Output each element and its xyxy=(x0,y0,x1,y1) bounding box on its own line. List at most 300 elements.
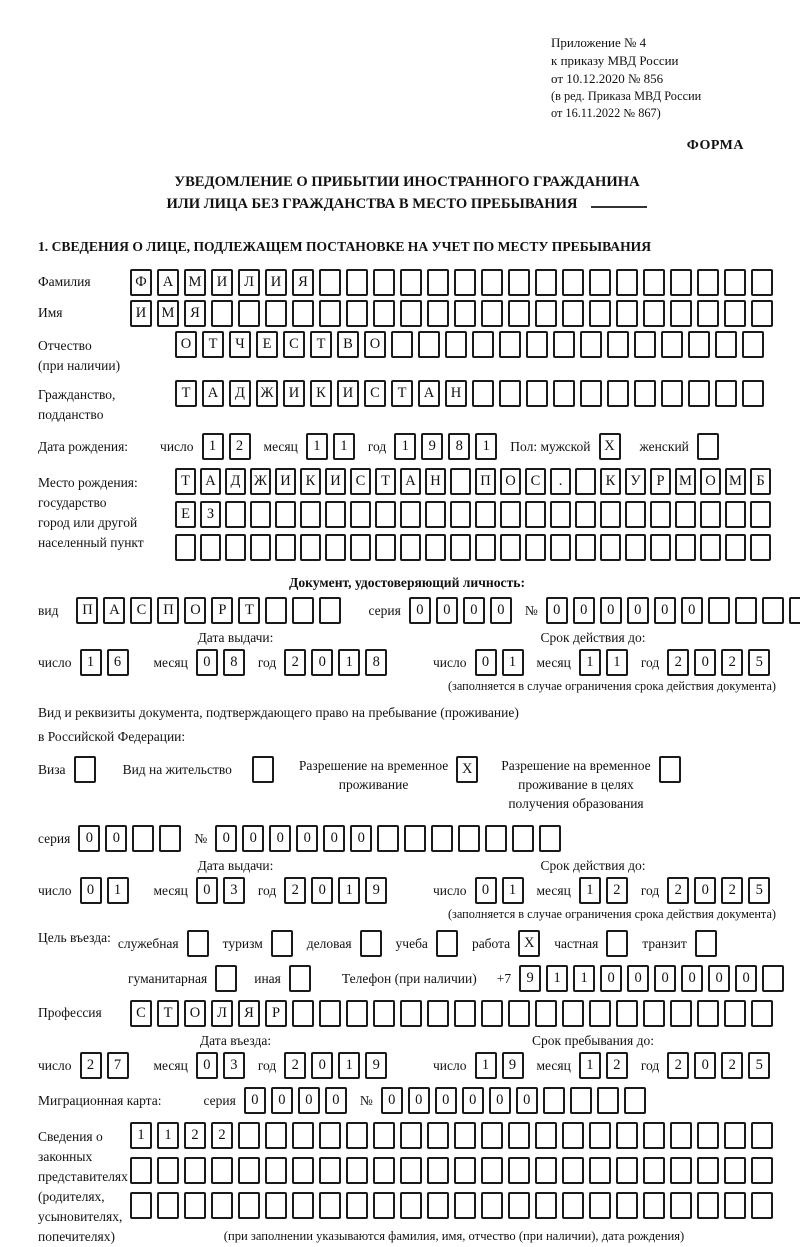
char-cell[interactable]: Т xyxy=(202,331,224,358)
temp-residence-checkbox[interactable] xyxy=(456,756,483,783)
char-cell[interactable]: 0 xyxy=(409,597,431,624)
char-cell[interactable] xyxy=(589,1000,611,1027)
char-cell[interactable]: Р xyxy=(211,597,233,624)
char-cell[interactable]: Л xyxy=(211,1000,233,1027)
char-cell[interactable]: X xyxy=(456,756,478,783)
char-cell[interactable] xyxy=(535,1122,557,1149)
char-cell[interactable]: 2 xyxy=(606,1052,628,1079)
char-cell[interactable] xyxy=(624,1087,646,1114)
char-cell[interactable] xyxy=(508,1157,530,1184)
char-cell[interactable] xyxy=(481,269,503,296)
char-cell[interactable] xyxy=(607,380,629,407)
char-cell[interactable] xyxy=(751,1157,773,1184)
char-cell[interactable] xyxy=(688,380,710,407)
char-cell[interactable]: 1 xyxy=(338,649,360,676)
char-cell[interactable] xyxy=(670,269,692,296)
char-cell[interactable] xyxy=(724,300,746,327)
char-cell[interactable] xyxy=(373,269,395,296)
char-cell[interactable] xyxy=(508,300,530,327)
char-cell[interactable]: 0 xyxy=(463,597,485,624)
char-cell[interactable] xyxy=(319,1000,341,1027)
char-cell[interactable]: Т xyxy=(391,380,413,407)
char-cell[interactable]: X xyxy=(518,930,540,957)
char-cell[interactable]: З xyxy=(200,501,221,528)
char-cell[interactable]: 0 xyxy=(600,965,622,992)
char-cell[interactable] xyxy=(697,433,719,460)
visa-checkbox[interactable] xyxy=(74,756,101,783)
char-cell[interactable]: И xyxy=(130,300,152,327)
char-cell[interactable] xyxy=(562,1000,584,1027)
char-cell[interactable] xyxy=(445,331,467,358)
char-cell[interactable]: К xyxy=(310,380,332,407)
char-cell[interactable]: 0 xyxy=(546,597,568,624)
char-cell[interactable] xyxy=(325,534,346,561)
char-cell[interactable] xyxy=(643,300,665,327)
char-cell[interactable]: Р xyxy=(265,1000,287,1027)
purpose-humanitarian-checkbox[interactable] xyxy=(215,965,242,992)
purpose-transit-checkbox[interactable] xyxy=(695,930,722,957)
char-cell[interactable]: 0 xyxy=(311,649,333,676)
char-cell[interactable] xyxy=(265,1157,287,1184)
char-cell[interactable]: 1 xyxy=(130,1122,152,1149)
char-cell[interactable]: А xyxy=(202,380,224,407)
char-cell[interactable]: А xyxy=(400,468,421,495)
char-cell[interactable] xyxy=(643,1192,665,1219)
char-cell[interactable] xyxy=(265,1122,287,1149)
char-cell[interactable] xyxy=(400,1122,422,1149)
purpose-study-checkbox[interactable] xyxy=(436,930,463,957)
char-cell[interactable] xyxy=(454,1000,476,1027)
char-cell[interactable]: 0 xyxy=(323,825,345,852)
char-cell[interactable] xyxy=(589,269,611,296)
char-cell[interactable]: Е xyxy=(175,501,196,528)
char-cell[interactable] xyxy=(225,534,246,561)
char-cell[interactable] xyxy=(553,380,575,407)
char-cell[interactable] xyxy=(735,597,757,624)
char-cell[interactable] xyxy=(600,534,621,561)
char-cell[interactable] xyxy=(742,380,764,407)
char-cell[interactable]: X xyxy=(599,433,621,460)
char-cell[interactable] xyxy=(789,597,800,624)
char-cell[interactable]: 0 xyxy=(269,825,291,852)
char-cell[interactable]: 0 xyxy=(600,597,622,624)
char-cell[interactable]: 0 xyxy=(311,877,333,904)
char-cell[interactable]: 0 xyxy=(196,1052,218,1079)
char-cell[interactable] xyxy=(562,1157,584,1184)
char-cell[interactable]: 1 xyxy=(546,965,568,992)
char-cell[interactable] xyxy=(697,1000,719,1027)
char-cell[interactable] xyxy=(625,534,646,561)
char-cell[interactable]: 9 xyxy=(365,1052,387,1079)
char-cell[interactable]: П xyxy=(157,597,179,624)
char-cell[interactable] xyxy=(550,501,571,528)
char-cell[interactable] xyxy=(708,597,730,624)
char-cell[interactable] xyxy=(373,300,395,327)
char-cell[interactable] xyxy=(543,1087,565,1114)
char-cell[interactable] xyxy=(670,1192,692,1219)
char-cell[interactable] xyxy=(373,1000,395,1027)
char-cell[interactable] xyxy=(292,300,314,327)
char-cell[interactable] xyxy=(634,331,656,358)
char-cell[interactable]: 7 xyxy=(107,1052,129,1079)
char-cell[interactable]: П xyxy=(475,468,496,495)
char-cell[interactable]: 0 xyxy=(242,825,264,852)
char-cell[interactable] xyxy=(535,1000,557,1027)
char-cell[interactable] xyxy=(499,380,521,407)
char-cell[interactable] xyxy=(300,534,321,561)
char-cell[interactable]: Я xyxy=(184,300,206,327)
char-cell[interactable] xyxy=(535,1192,557,1219)
char-cell[interactable]: 0 xyxy=(271,1087,293,1114)
char-cell[interactable]: 1 xyxy=(80,649,102,676)
char-cell[interactable] xyxy=(319,1157,341,1184)
char-cell[interactable]: 0 xyxy=(435,1087,457,1114)
char-cell[interactable] xyxy=(450,468,471,495)
char-cell[interactable] xyxy=(346,300,368,327)
char-cell[interactable]: 2 xyxy=(667,1052,689,1079)
char-cell[interactable]: 1 xyxy=(579,877,601,904)
char-cell[interactable] xyxy=(485,825,507,852)
char-cell[interactable]: 1 xyxy=(606,649,628,676)
char-cell[interactable]: 2 xyxy=(284,877,306,904)
char-cell[interactable] xyxy=(724,1157,746,1184)
char-cell[interactable]: 2 xyxy=(667,877,689,904)
char-cell[interactable] xyxy=(589,1122,611,1149)
char-cell[interactable] xyxy=(589,1192,611,1219)
char-cell[interactable] xyxy=(661,331,683,358)
char-cell[interactable] xyxy=(725,534,746,561)
char-cell[interactable]: Л xyxy=(238,269,260,296)
char-cell[interactable] xyxy=(724,1000,746,1027)
char-cell[interactable]: 0 xyxy=(408,1087,430,1114)
char-cell[interactable]: 1 xyxy=(502,877,524,904)
temp-residence-edu-checkbox[interactable] xyxy=(659,756,686,783)
char-cell[interactable] xyxy=(525,534,546,561)
char-cell[interactable]: 2 xyxy=(721,1052,743,1079)
char-cell[interactable]: 9 xyxy=(519,965,541,992)
sex-male-checkbox[interactable] xyxy=(599,433,626,460)
char-cell[interactable]: 0 xyxy=(489,1087,511,1114)
char-cell[interactable] xyxy=(130,1157,152,1184)
char-cell[interactable]: 0 xyxy=(105,825,127,852)
char-cell[interactable]: С xyxy=(283,331,305,358)
char-cell[interactable] xyxy=(400,300,422,327)
char-cell[interactable] xyxy=(184,1192,206,1219)
char-cell[interactable]: Я xyxy=(292,269,314,296)
char-cell[interactable] xyxy=(475,501,496,528)
char-cell[interactable] xyxy=(697,1122,719,1149)
char-cell[interactable] xyxy=(319,300,341,327)
char-cell[interactable] xyxy=(436,930,458,957)
char-cell[interactable] xyxy=(454,1157,476,1184)
char-cell[interactable]: 0 xyxy=(381,1087,403,1114)
char-cell[interactable]: 0 xyxy=(475,877,497,904)
char-cell[interactable]: М xyxy=(725,468,746,495)
char-cell[interactable] xyxy=(377,825,399,852)
char-cell[interactable] xyxy=(184,1157,206,1184)
char-cell[interactable] xyxy=(650,534,671,561)
char-cell[interactable]: Н xyxy=(425,468,446,495)
char-cell[interactable] xyxy=(575,534,596,561)
char-cell[interactable] xyxy=(74,756,96,783)
char-cell[interactable] xyxy=(472,331,494,358)
char-cell[interactable] xyxy=(375,534,396,561)
char-cell[interactable] xyxy=(526,380,548,407)
char-cell[interactable] xyxy=(616,1000,638,1027)
char-cell[interactable]: 0 xyxy=(681,597,703,624)
char-cell[interactable] xyxy=(508,1122,530,1149)
char-cell[interactable] xyxy=(373,1122,395,1149)
char-cell[interactable] xyxy=(292,1122,314,1149)
char-cell[interactable]: 6 xyxy=(107,649,129,676)
char-cell[interactable]: 1 xyxy=(333,433,355,460)
char-cell[interactable]: 1 xyxy=(202,433,224,460)
char-cell[interactable] xyxy=(238,1192,260,1219)
char-cell[interactable]: 1 xyxy=(475,433,497,460)
char-cell[interactable] xyxy=(616,300,638,327)
char-cell[interactable]: С xyxy=(364,380,386,407)
char-cell[interactable] xyxy=(661,380,683,407)
char-cell[interactable] xyxy=(292,1192,314,1219)
purpose-official-checkbox[interactable] xyxy=(187,930,214,957)
char-cell[interactable] xyxy=(616,269,638,296)
char-cell[interactable] xyxy=(535,1157,557,1184)
char-cell[interactable]: С xyxy=(130,597,152,624)
char-cell[interactable]: И xyxy=(337,380,359,407)
purpose-business-checkbox[interactable] xyxy=(360,930,387,957)
char-cell[interactable] xyxy=(634,380,656,407)
sex-female-checkbox[interactable] xyxy=(697,433,724,460)
char-cell[interactable] xyxy=(539,825,561,852)
char-cell[interactable] xyxy=(616,1157,638,1184)
char-cell[interactable]: Р xyxy=(650,468,671,495)
purpose-other-checkbox[interactable] xyxy=(289,965,316,992)
char-cell[interactable] xyxy=(252,756,274,783)
purpose-work-checkbox[interactable] xyxy=(518,930,545,957)
char-cell[interactable]: П xyxy=(76,597,98,624)
char-cell[interactable] xyxy=(319,269,341,296)
char-cell[interactable] xyxy=(700,534,721,561)
char-cell[interactable] xyxy=(575,468,596,495)
char-cell[interactable] xyxy=(211,1157,233,1184)
char-cell[interactable] xyxy=(499,331,521,358)
char-cell[interactable] xyxy=(481,1157,503,1184)
char-cell[interactable] xyxy=(319,1122,341,1149)
char-cell[interactable] xyxy=(187,930,209,957)
char-cell[interactable]: М xyxy=(184,269,206,296)
char-cell[interactable]: 0 xyxy=(196,877,218,904)
char-cell[interactable] xyxy=(400,1000,422,1027)
char-cell[interactable] xyxy=(697,300,719,327)
char-cell[interactable] xyxy=(130,1192,152,1219)
char-cell[interactable] xyxy=(238,300,260,327)
char-cell[interactable]: 0 xyxy=(350,825,372,852)
char-cell[interactable]: 0 xyxy=(627,597,649,624)
char-cell[interactable] xyxy=(589,1157,611,1184)
char-cell[interactable] xyxy=(562,300,584,327)
char-cell[interactable]: 0 xyxy=(654,965,676,992)
char-cell[interactable] xyxy=(562,1192,584,1219)
char-cell[interactable] xyxy=(275,534,296,561)
char-cell[interactable]: О xyxy=(500,468,521,495)
char-cell[interactable]: К xyxy=(300,468,321,495)
char-cell[interactable]: Я xyxy=(238,1000,260,1027)
char-cell[interactable] xyxy=(643,1122,665,1149)
char-cell[interactable] xyxy=(373,1192,395,1219)
char-cell[interactable] xyxy=(400,1157,422,1184)
char-cell[interactable]: Т xyxy=(175,468,196,495)
char-cell[interactable] xyxy=(132,825,154,852)
char-cell[interactable] xyxy=(400,534,421,561)
char-cell[interactable]: 0 xyxy=(296,825,318,852)
residence-permit-checkbox[interactable] xyxy=(252,756,279,783)
char-cell[interactable]: Д xyxy=(229,380,251,407)
char-cell[interactable] xyxy=(600,501,621,528)
char-cell[interactable] xyxy=(375,501,396,528)
char-cell[interactable] xyxy=(454,300,476,327)
char-cell[interactable] xyxy=(200,534,221,561)
char-cell[interactable] xyxy=(292,1000,314,1027)
char-cell[interactable] xyxy=(607,331,629,358)
char-cell[interactable]: 2 xyxy=(606,877,628,904)
char-cell[interactable] xyxy=(580,331,602,358)
char-cell[interactable] xyxy=(454,1122,476,1149)
char-cell[interactable]: Ч xyxy=(229,331,251,358)
char-cell[interactable] xyxy=(762,597,784,624)
char-cell[interactable]: 2 xyxy=(229,433,251,460)
char-cell[interactable]: 0 xyxy=(573,597,595,624)
purpose-tourism-checkbox[interactable] xyxy=(271,930,298,957)
char-cell[interactable] xyxy=(350,534,371,561)
char-cell[interactable] xyxy=(575,501,596,528)
char-cell[interactable] xyxy=(715,380,737,407)
char-cell[interactable]: 9 xyxy=(421,433,443,460)
char-cell[interactable] xyxy=(265,1192,287,1219)
char-cell[interactable]: 5 xyxy=(748,877,770,904)
char-cell[interactable]: 0 xyxy=(325,1087,347,1114)
char-cell[interactable] xyxy=(450,501,471,528)
char-cell[interactable] xyxy=(550,534,571,561)
char-cell[interactable] xyxy=(346,1122,368,1149)
char-cell[interactable] xyxy=(319,597,341,624)
char-cell[interactable] xyxy=(350,501,371,528)
char-cell[interactable] xyxy=(418,331,440,358)
char-cell[interactable] xyxy=(697,1157,719,1184)
char-cell[interactable] xyxy=(427,1192,449,1219)
char-cell[interactable] xyxy=(724,1192,746,1219)
char-cell[interactable] xyxy=(404,825,426,852)
char-cell[interactable] xyxy=(616,1122,638,1149)
char-cell[interactable] xyxy=(715,331,737,358)
char-cell[interactable] xyxy=(500,501,521,528)
char-cell[interactable] xyxy=(159,825,181,852)
char-cell[interactable]: 1 xyxy=(394,433,416,460)
char-cell[interactable] xyxy=(570,1087,592,1114)
char-cell[interactable]: В xyxy=(337,331,359,358)
char-cell[interactable]: 0 xyxy=(298,1087,320,1114)
char-cell[interactable]: О xyxy=(184,1000,206,1027)
char-cell[interactable] xyxy=(525,501,546,528)
char-cell[interactable] xyxy=(289,965,311,992)
char-cell[interactable] xyxy=(562,1122,584,1149)
char-cell[interactable]: 0 xyxy=(694,1052,716,1079)
char-cell[interactable] xyxy=(157,1157,179,1184)
char-cell[interactable] xyxy=(454,269,476,296)
char-cell[interactable] xyxy=(562,269,584,296)
char-cell[interactable] xyxy=(360,930,382,957)
char-cell[interactable] xyxy=(292,597,314,624)
char-cell[interactable]: 9 xyxy=(502,1052,524,1079)
char-cell[interactable]: Т xyxy=(175,380,197,407)
char-cell[interactable] xyxy=(225,501,246,528)
char-cell[interactable]: О xyxy=(175,331,197,358)
char-cell[interactable]: И xyxy=(275,468,296,495)
char-cell[interactable] xyxy=(750,501,771,528)
char-cell[interactable] xyxy=(275,501,296,528)
char-cell[interactable]: 3 xyxy=(223,1052,245,1079)
char-cell[interactable] xyxy=(472,380,494,407)
char-cell[interactable]: 0 xyxy=(244,1087,266,1114)
char-cell[interactable]: Ж xyxy=(250,468,271,495)
char-cell[interactable]: . xyxy=(550,468,571,495)
char-cell[interactable] xyxy=(215,965,237,992)
char-cell[interactable] xyxy=(427,1157,449,1184)
char-cell[interactable] xyxy=(697,269,719,296)
char-cell[interactable]: 1 xyxy=(573,965,595,992)
char-cell[interactable]: 0 xyxy=(735,965,757,992)
char-cell[interactable] xyxy=(670,1122,692,1149)
char-cell[interactable] xyxy=(250,534,271,561)
char-cell[interactable] xyxy=(580,380,602,407)
char-cell[interactable] xyxy=(670,300,692,327)
char-cell[interactable]: 9 xyxy=(365,877,387,904)
char-cell[interactable] xyxy=(597,1087,619,1114)
char-cell[interactable]: У xyxy=(625,468,646,495)
char-cell[interactable] xyxy=(751,300,773,327)
char-cell[interactable]: 0 xyxy=(215,825,237,852)
char-cell[interactable] xyxy=(616,1192,638,1219)
char-cell[interactable] xyxy=(500,534,521,561)
char-cell[interactable] xyxy=(751,1122,773,1149)
char-cell[interactable] xyxy=(454,1192,476,1219)
char-cell[interactable]: И xyxy=(211,269,233,296)
char-cell[interactable]: И xyxy=(325,468,346,495)
char-cell[interactable] xyxy=(508,1192,530,1219)
char-cell[interactable]: 0 xyxy=(708,965,730,992)
char-cell[interactable]: 2 xyxy=(211,1122,233,1149)
char-cell[interactable]: О xyxy=(184,597,206,624)
char-cell[interactable]: 2 xyxy=(80,1052,102,1079)
char-cell[interactable]: С xyxy=(130,1000,152,1027)
char-cell[interactable] xyxy=(643,269,665,296)
char-cell[interactable]: Т xyxy=(375,468,396,495)
char-cell[interactable]: 2 xyxy=(184,1122,206,1149)
char-cell[interactable] xyxy=(751,269,773,296)
char-cell[interactable]: А xyxy=(418,380,440,407)
char-cell[interactable]: 5 xyxy=(748,1052,770,1079)
char-cell[interactable] xyxy=(750,534,771,561)
char-cell[interactable]: 1 xyxy=(338,1052,360,1079)
char-cell[interactable] xyxy=(427,269,449,296)
char-cell[interactable] xyxy=(751,1192,773,1219)
char-cell[interactable]: 3 xyxy=(223,877,245,904)
char-cell[interactable]: 2 xyxy=(721,877,743,904)
char-cell[interactable] xyxy=(724,1122,746,1149)
char-cell[interactable]: 0 xyxy=(694,649,716,676)
char-cell[interactable] xyxy=(659,756,681,783)
char-cell[interactable] xyxy=(762,965,784,992)
char-cell[interactable] xyxy=(346,1000,368,1027)
